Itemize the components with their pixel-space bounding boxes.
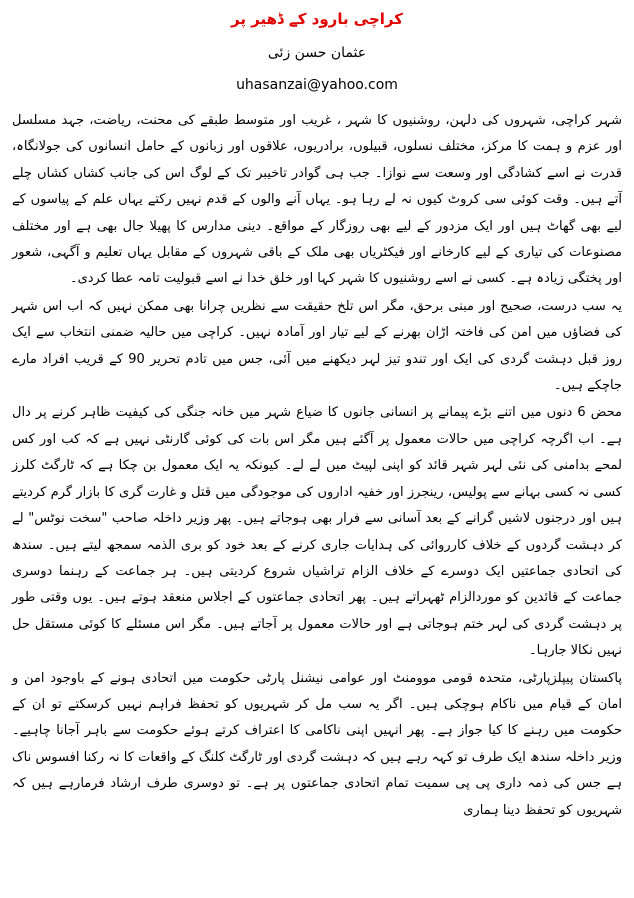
paragraph-3: محض 6 دنوں میں اتنے بڑے پیمانے پر انسانی جانوں کا ضیاع شہر میں خانہ جنگی کی کیفیت ظاہر کرنے پر دال ہے۔ اب اگرچہ کراچی میں حالات معمول پر آگئے ہیں مگر اس بات کی کوئی گارنٹی نہیں ہے کہ کب اور کس لمحے بدامنی کی نئی لہر شہر قائد کو اپنی لپیٹ میں لے لے۔ کیونکہ یہ ایک معمول بن چکا ہے کہ ٹارگٹ کلرز کسی نہ کسی بہانے سے پولیس، رینجرز اور خفیہ اداروں کی موجودگی میں قتل و غارت گری کا بازار گرم کردیتے ہیں اور درجنوں لاشیں گرانے کے بعد آسانی سے فرار بھی ہوجاتے ہیں۔ پھر وزیر داخلہ صاحب "سخت نوٹس" لے کر دہشت گردوں کے خلاف کارروائی کی ہدایات جاری کرنے کے بعد خود کو بری الذمہ سمجھ لیتے ہیں۔ سندھ کی اتحادی جماعتیں ایک دوسرے کے خلاف الزام تراشیاں شروع کردیتی ہیں۔ ہر جماعت کے رہنما دوسری جماعت کے قائدین کو موردالزام ٹھہراتے ہیں۔ پھر اتحادی جماعتوں کے اجلاس منعقد ہوتے ہیں۔ یوں وقتی طور پر دہشت گردی کی لہر ختم ہوجاتی ہے اور حالات معمول پر آجاتے ہیں۔ مگر اس مسئلے کا کوئی مستقل حل نہیں نکالا جارہا۔ <box>12 405 622 659</box>
author-email: uhasanzai@yahoo.com <box>236 77 398 93</box>
paragraph-2: یہ سب درست، صحیح اور مبنی برحق، مگر اس تلخ حقیقت سے نظریں چرانا بھی ممکن نہیں کہ اب اس شہر کی فضاؤں میں امن کی فاختہ اڑان بھرنے کے لیے تیار اور آمادہ نہیں۔ کراچی میں حالیہ ضمنی انتخاب سے ایک روز قبل دہشت گردی کی ایک اور تندو تیز لہر دیکھنے میں آئی، جس میں تادم تحریر 90 کے قریب افراد مارے جاچکے ہیں۔ <box>12 298 622 394</box>
paragraph-1: شہر کراچی، شہروں کی دلہن، روشنیوں کا شہر ، غریب اور متوسط طبقے کی محنت، ریاضت، جہد مسلسل اور عزم و ہمت کا مرکز، مختلف نسلوں، قبیلوں، برادریوں، علاقوں اور زبانوں کے حامل انسانوں کی جولانگاہ، قدرت نے اسے کشادگی اور وسعت سے نوازا۔ جب ہی گوادر تاخیبر تک کے لوگ اس کی جانب کشاں کشاں چلے آتے ہیں۔ وقت کوئی سی کروٹ کیوں نہ لے رہا ہو۔ یہاں آنے والوں کے قدم نہیں رکتے یہاں علم کے پیاسوں کے لیے بھی گھاٹ ہیں اور ایک مزدور کے لیے بھی روزگار کے مواقع۔ دینی مدارس کا پھیلا جال بھی ہے اور مختلف مصنوعات کی تیاری کے لیے کارخانے اور فیکٹریاں بھی ملک کے باقی شہروں کے مقابل یہاں تعلیم و آگہی، شعور اور پختگی زیادہ ہے۔ کسی نے اسے روشنیوں کا شہر کہا اور خلق خدا نے اسے قبولیت تامہ عطا کردی۔ <box>12 113 622 287</box>
paragraph-4: پاکستان پیپلزپارٹی، متحدہ قومی موومنٹ اور عوامی نیشنل پارٹی حکومت میں اتحادی ہونے کے باوجود امن و امان کے قیام میں ناکام ہوچکی ہیں۔ اگر یہ سب مل کر شہریوں کو تحفظ فراہم نہیں کرسکتے تو ان کے حکومت میں رہنے کا کیا جواز ہے۔ پھر انہیں اپنی ناکامی کا اعتراف کرتے ہوئے حکومت سے باہر آجانا چاہیے۔ وزیر داخلہ سندھ ایک طرف تو کہہ رہے ہیں کہ دہشت گردی اور ٹارگٹ کلنگ کے واقعات کا نہ رکنا افسوس ناک ہے جس کی ذمہ داری پی پی سمیت تمام اتحادی جماعتوں پر ہے۔ تو دوسری طرف ارشاد فرمارہے ہیں کہ شہریوں کو تحفظ دینا ہماری <box>12 670 622 818</box>
author-name: عثمان حسن زئی <box>267 45 367 61</box>
article-title: کراچی بارود کے ڈھیر پر <box>230 10 403 28</box>
